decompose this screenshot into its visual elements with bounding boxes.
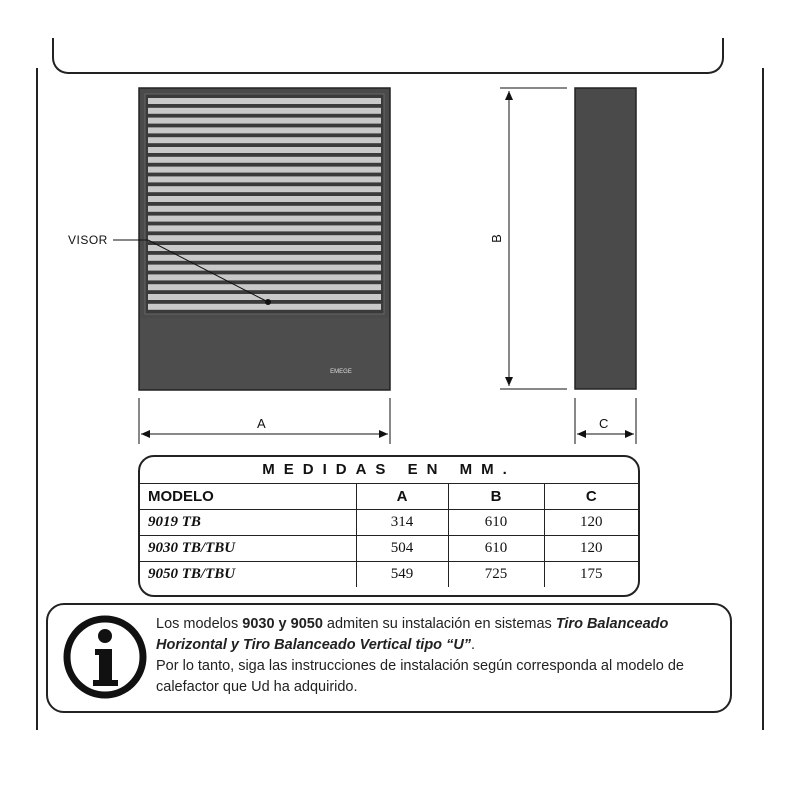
- info-tiro-vertical: Tiro Balanceado Vertical tipo “U”: [243, 637, 472, 653]
- table-row: [140, 562, 638, 588]
- louver-slat: [148, 304, 381, 310]
- louver-slat: [148, 167, 381, 173]
- louver-slat: [148, 118, 381, 124]
- row-model: 9019 TB: [140, 510, 356, 536]
- header-b: B: [448, 484, 544, 510]
- row-model: 9050 TB/TBU: [140, 562, 356, 588]
- row-c: 120: [544, 510, 638, 536]
- row-b: 610: [448, 536, 544, 562]
- louver-slat: [148, 235, 381, 241]
- louver-slat: [148, 176, 381, 182]
- table-row: [140, 510, 638, 536]
- louver-slat: [148, 274, 381, 280]
- heater-front-view: [139, 88, 390, 390]
- louver-slat: [148, 147, 381, 153]
- info-paragraph-2: Por lo tanto, siga las instrucciones de instalación según corresponda al modelo de calefactor que Ud ha adquirido.: [156, 658, 684, 695]
- louver-slat: [148, 265, 381, 271]
- info-paragraph-1: Los modelos 9030 y 9050 admiten su instalación en sistemas Tiro Balanceado Horizontal y Tiro Balanceado Vertical tipo “U”.: [156, 616, 669, 653]
- louver-slat: [148, 196, 381, 202]
- louver-slat: [148, 284, 381, 290]
- row-a: 504: [356, 536, 448, 562]
- row-c: 175: [544, 562, 638, 588]
- table-row: [140, 536, 638, 562]
- table-header-row: [140, 484, 638, 510]
- louver-slat: [148, 137, 381, 143]
- louver-slat: [148, 206, 381, 212]
- louver-slat: [148, 186, 381, 192]
- header-modelo: MODELO: [140, 484, 356, 510]
- louver-slat: [148, 294, 381, 300]
- dimension-b-label: B: [488, 234, 504, 243]
- louver-slat: [148, 157, 381, 163]
- louver-slat: [148, 225, 381, 231]
- visor-point: [265, 299, 271, 305]
- row-b: 725: [448, 562, 544, 588]
- info-tiro-horizontal: Tiro Balanceado Horizontal: [156, 616, 669, 653]
- info-icon: [62, 614, 148, 700]
- visor-label: VISOR: [68, 233, 108, 247]
- louver-slat: [148, 216, 381, 222]
- dimension-c-label: C: [599, 416, 609, 431]
- row-b: 610: [448, 510, 544, 536]
- row-a: 549: [356, 562, 448, 588]
- info-models: 9030 y 9050: [242, 616, 323, 632]
- louver-slat: [148, 127, 381, 133]
- dimensions-table-box: [138, 455, 640, 597]
- louver-slat: [148, 98, 381, 104]
- header-c: C: [544, 484, 638, 510]
- louver-slat: [148, 245, 381, 251]
- table-title: MEDIDAS EN MM.: [140, 457, 638, 484]
- row-a: 314: [356, 510, 448, 536]
- row-c: 120: [544, 536, 638, 562]
- heater-side-view: [575, 88, 636, 389]
- louver-slat: [148, 108, 381, 114]
- header-a: A: [356, 484, 448, 510]
- info-text: [156, 614, 722, 698]
- brand-logo: EMEGE: [330, 369, 352, 375]
- dimension-a-label: A: [257, 416, 266, 431]
- dimensions-table: [140, 484, 638, 587]
- row-model: 9030 TB/TBU: [140, 536, 356, 562]
